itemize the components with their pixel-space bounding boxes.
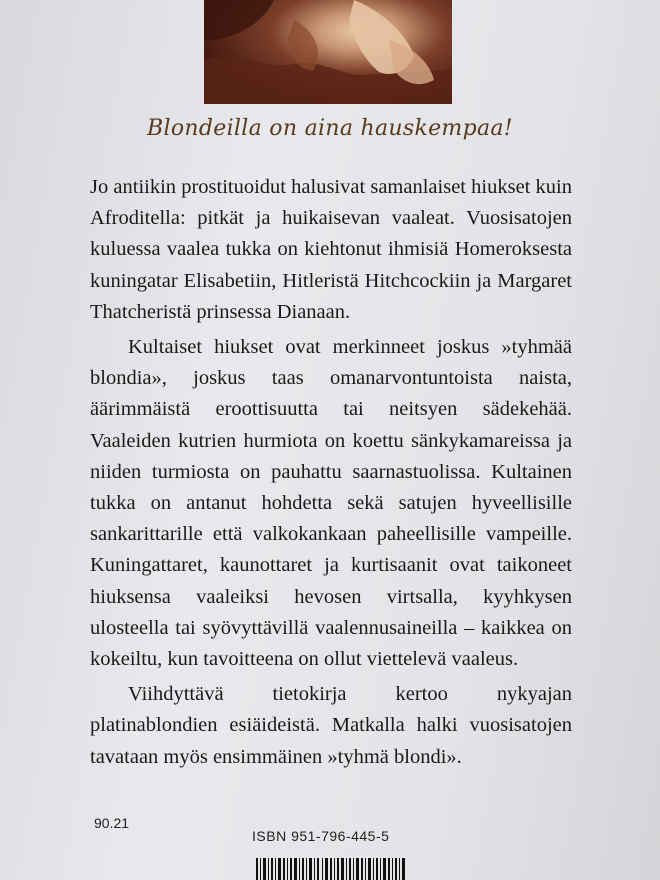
barcode-icon [256, 858, 406, 880]
blurb-paragraph: Jo antiikin prostituoidut halusivat samanlaiset hiukset kuin Afroditella: pitkät ja huikaisevan vaaleat. Vuosisatojen kuluessa vaalea tukka on kiehtonut ihmisiä Homeroksesta kuningatar Elisabetiin, Hitleristä Hitchcockiin ja Margaret Thatcheristä prinsessa Dianaan. [90, 176, 572, 323]
blurb-paragraph: Viihdyttävä tietokirja kertoo nykyajan platinablondien esiäideistä. Matkalla halki vuosisatojen tavataan myös ensimmäinen »tyhmä blondi». [90, 683, 572, 768]
blurb-text [90, 172, 572, 773]
tagline: Blondeilla on aina hauskempaa! [147, 116, 513, 141]
isbn-number: ISBN 951-796-445-5 [252, 828, 390, 844]
cover-painting [204, 0, 452, 104]
blurb-paragraph: Kultaiset hiukset ovat merkinneet joskus »tyhmää blondia», joskus taas omanarvontuntoista naista, äärimmäistä eroottisuutta tai neitsyen sädekehää. Vaaleiden kutrien hurmiota on koettu sänkykamareissa ja niiden turmiosta on pauhattu saarnastuolissa. Kultainen tukka on antanut hohdetta sekä satujen hyveellisille sankarittarille että valkokankaan paheellisille vampeille. Kuningattaret, kaunottaret ja kurtisaanit ovat taikoneet hiuksensa vaaleiksi hevosen virtsalla, kyyhkysen ulosteella tai syövyttävillä vaalennusaineilla – kaikkea on kokeiltu, kun tavoitteena on ollut viettelevä vaaleus. [90, 336, 572, 671]
price-code: 90.21 [94, 815, 130, 831]
